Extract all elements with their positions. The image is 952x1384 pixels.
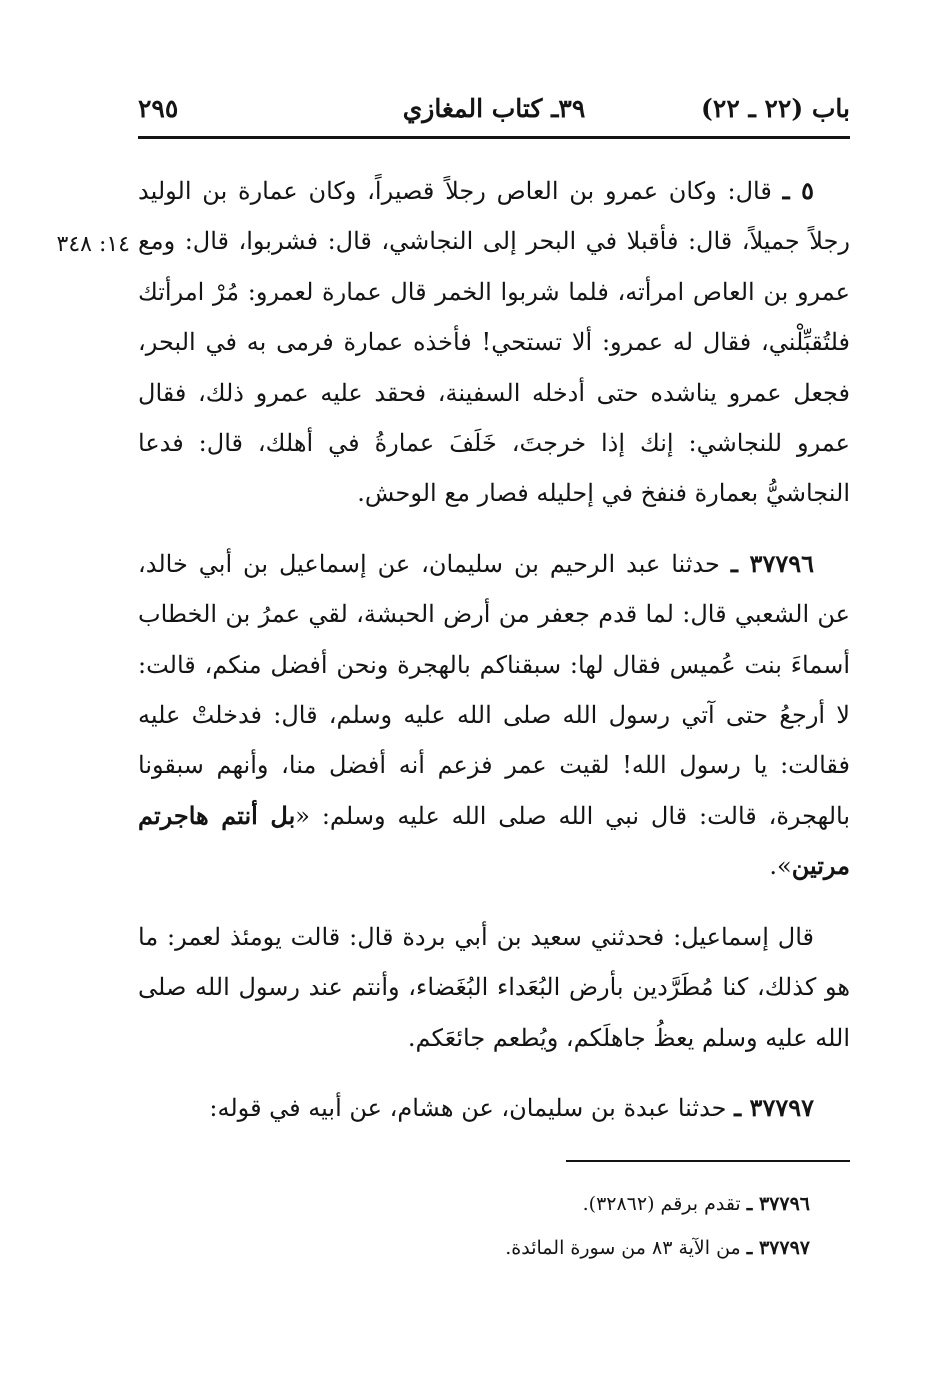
margin-reference: ١٤: ٣٤٨ (56, 232, 130, 257)
book-title: ٣٩ـ كتاب المغازي (402, 94, 586, 123)
paragraph-text: قال إسماعيل: فحدثني سعيد بن أبي بردة قال: قالت يومئذ لعمر: ما هو كذلك، كنا مُطَرَّدين بأرض البُعَداء البُغَضاء، وأنتم عند رسول الله صلى الله عليه وسلم يعظُ جاهلَكم، ويُطعم جائعَكم. (138, 922, 850, 1052)
footnote-number: ٣٧٧٩٧ ـ (746, 1237, 810, 1259)
prophet-quote: بل أنتم هاجرتم مرتين (138, 800, 850, 881)
footnote-number: ٣٧٧٩٦ ـ (746, 1193, 810, 1215)
footnote (138, 1226, 850, 1270)
hadith-number: ٣٧٧٩٧ ـ (734, 1092, 814, 1122)
footnote-text: من الآية ٨٣ من سورة المائدة. (505, 1237, 741, 1259)
footnote-rule (566, 1160, 850, 1162)
paragraph-text: حدثنا عبد الرحيم بن سليمان، عن إسماعيل بن أبي خالد، عن الشعبي قال: لما قدم جعفر من أرض الحبشة، لقي عمرُ بن الخطاب أسماءَ بنت عُميس فقال لها: سبقناكم بالهجرة ونحن أفضل منكم، قالت: لا أرجعُ حتى آتي رسول الله صلى الله عليه وسلم، قال: فدخلتْ عليه فقالت: يا رسول الله! لقيت عمر فزعم أنه أفضل منا، وأنهم سبقونا بالهجرة، قالت: قال نبي الله صلى الله عليه وسلم: « (138, 549, 851, 830)
paragraph-3 (138, 912, 850, 1063)
paragraph-4 (138, 1083, 850, 1133)
hadith-number: ٣٧٧٩٦ ـ (730, 548, 814, 578)
paragraph-text: قال: وكان عمرو بن العاص رجلاً قصيراً، وكان عمارة بن الوليد رجلاً جميلاً، قال: فأقبلا في البحر إلى النجاشي، قال: فشربوا، قال: ومع عمرو بن العاص امرأته، فلما شربوا الخمر قال عمارة لعمرو: مُرْ امرأتك فلتُقبِّلْني، فقال له عمرو: ألا تستحي! فأخذه عمارة فرمى به في البحر، فجعل عمرو يناشده حتى أدخله السفينة، فحقد عليه عمرو ذلك، فقال عمرو للنجاشي: إنك إذا خرجتَ، خَلَفَ عمارةُ في أهلك، قال: فدعا النجاشيُّ بعمارة فنفخ في إحليله فصار مع الوحش. (138, 177, 851, 508)
page-header (138, 90, 850, 134)
header-rule (138, 136, 850, 139)
footnotes (138, 1182, 850, 1270)
paragraph-text: حدثنا عبدة بن سليمان، عن هشام، عن أبيه في قوله: (209, 1093, 727, 1122)
paragraph-2 (138, 539, 850, 892)
quote-close: ». (769, 852, 792, 881)
hadith-number: ٥ ـ (782, 176, 814, 205)
footnote (138, 1182, 850, 1226)
footnote-text: تقدم برقم (٣٢٨٦٢). (582, 1193, 741, 1215)
chapter-heading: باب (٢٢ ـ ٢٢) (701, 94, 850, 123)
main-text (138, 166, 850, 1133)
paragraph-1 (138, 166, 850, 519)
page-number: ٢٩٥ (138, 94, 179, 123)
